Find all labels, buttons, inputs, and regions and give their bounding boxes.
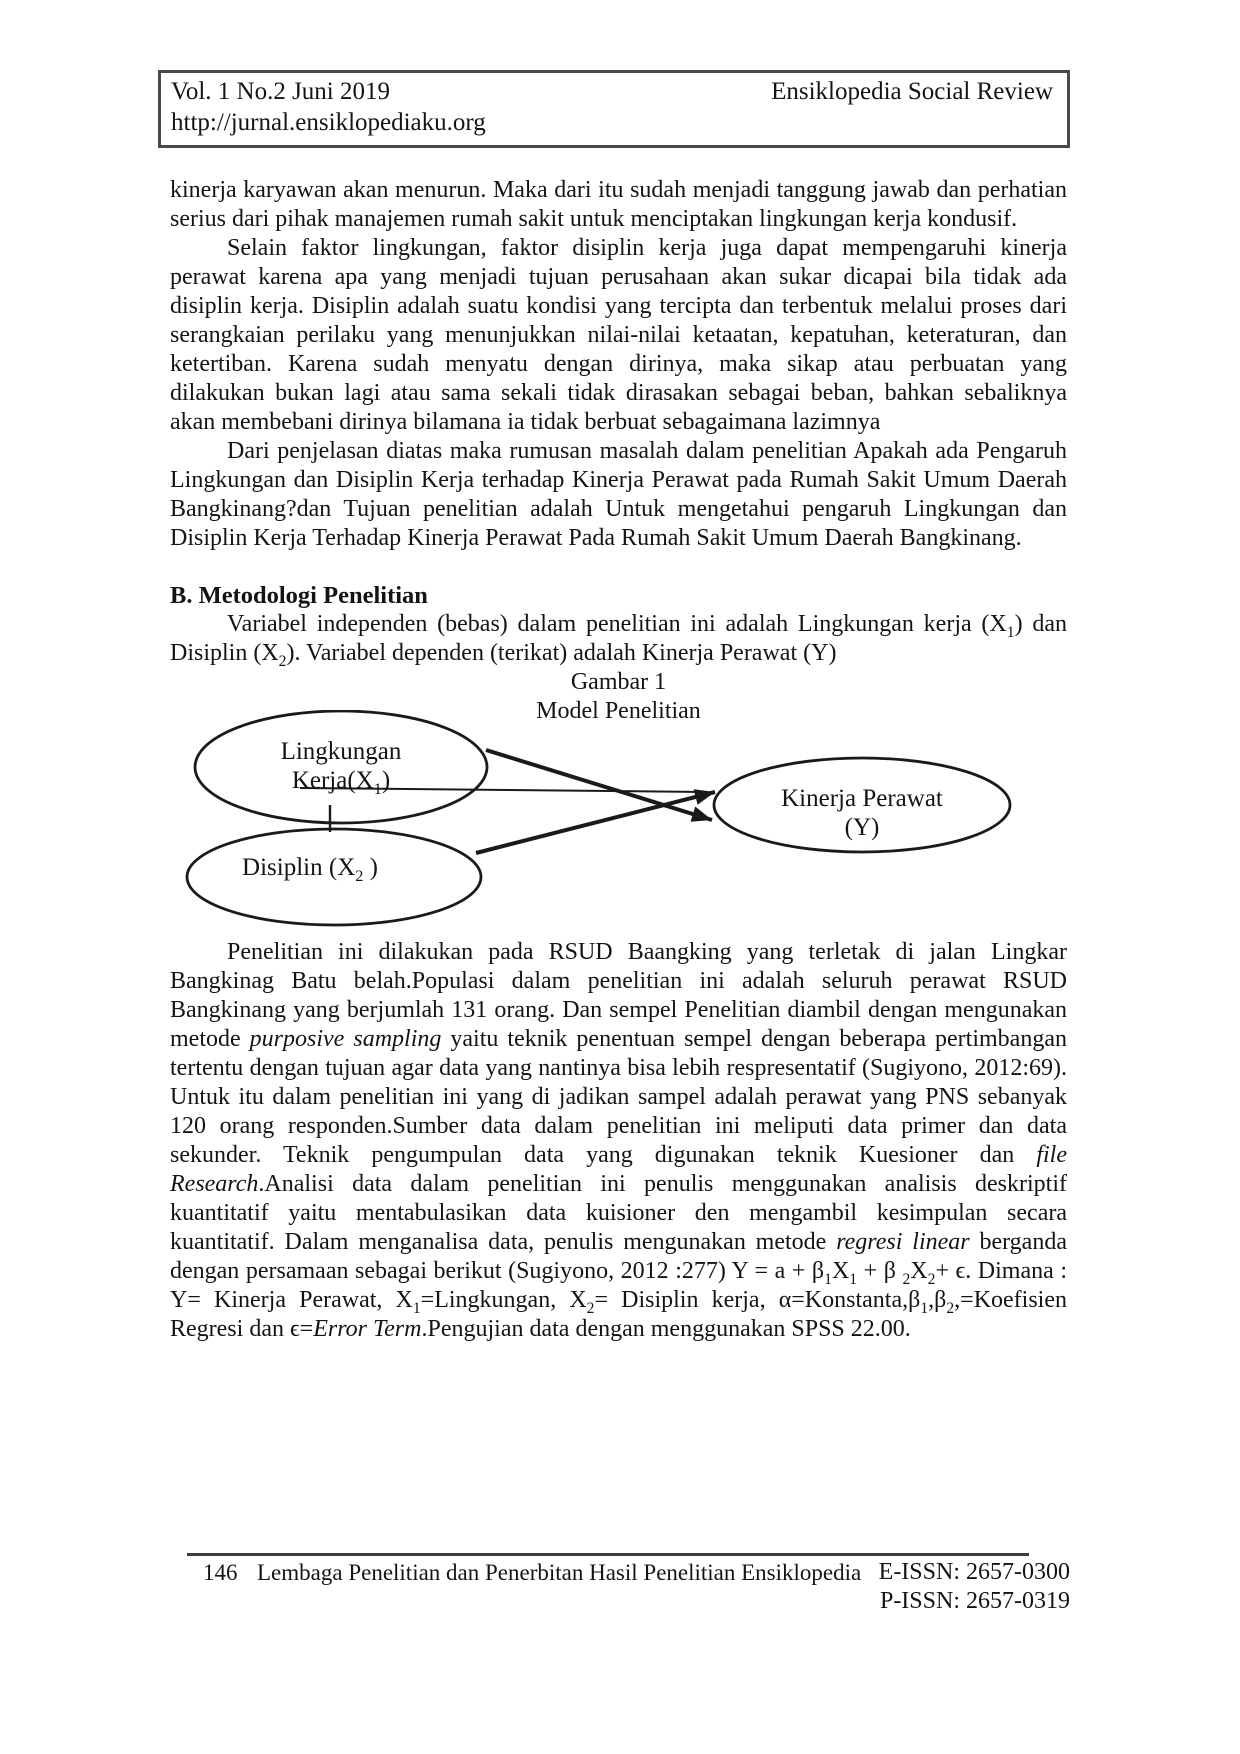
paragraph-5: Penelitian ini dilakukan pada RSUD Baangking yang terletak di jalan Lingkar Bangkinag Batu belah.Populasi dalam penelitian ini adalah seluruh perawat RSUD Bangkinang yang berjumlah 131 orang. Dan sempel Penelitian diambil dengan mengunakan metode purposive sampling yaitu teknik penentuan sempel dengan beberapa pertimbangan tertentu dengan tujuan agar data yang nantinya bisa lebih respresentatif (Sugiyono, 2012:69). Untuk itu dalam penelitian ini yang di jadikan sampel adalah perawat yang PNS sebanyak 120 orang responden.Sumber data dalam penelitian ini meliputi data primer dan data sekunder. Teknik pengumpulan data yang digunakan teknik Kuesioner dan file Research.Analisi data dalam penelitian ini penulis menggunakan analisis deskriptif kuantitatif yaitu mentabulasikan data kuisioner den mengambil kesimpulan secara kuantitatif. Dalam menganalisa data, penulis mengunakan metode regresi linear berganda dengan persamaan sebagai berikut (Sugiyono, 2012 :277) $Y = a + \beta_1X_1 + \beta$ $_2X_2+ \epsilon$. Dimana : Y= Kinerja Perawat, $X_1=Lingkungan$, $X_2=$ Disiplin kerja, $\alpha=Konstanta,\beta_1,\beta_2,=Koefisien$ Regresi dan ϵ=Error Term.Pengujian data dengan menggunakan SPSS 22.00.	[170, 939, 1067, 1342]
section-heading-metodologi: B. Metodologi Penelitian	[170, 582, 428, 609]
paragraph-2: Selain faktor lingkungan, faktor disiplin kerja juga dapat mempengaruhi kinerja perawat karena apa yang menjadi tujuan perusahaan akan sukar dicapai bila tidak ada disiplin kerja. Disiplin adalah suatu kondisi yang tercipta dan terbentuk melalui proses dari serangkaian perilaku yang menunjukkan nilai-nilai ketaatan, kepatuhan, keteraturan, dan ketertiban. Karena sudah menyatu dengan dirinya, maka sikap atau perbuatan yang dilakukan bukan lagi atau sama sekali tidak dirasakan sebagai beban, bahkan sebaliknya akan membebani dirinya bilamana ia tidak berbuat sebagaimana lazimnya	[170, 235, 1067, 435]
arrow-lingkungan-to-kinerja	[486, 750, 712, 820]
publisher-name: Lembaga Penelitian dan Penerbitan Hasil Penelitian Ensiklopedia	[257, 1560, 862, 1585]
journal-title: Ensiklopedia Social Review	[771, 78, 1053, 105]
e-issn: E-ISSN: 2657-0300	[878, 1559, 1070, 1585]
journal-header	[158, 70, 1070, 148]
node-disiplin: Disiplin ($X_2$ )	[242, 854, 378, 885]
arrow-disiplin-to-kinerja	[476, 792, 715, 853]
paragraph-4: Variabel independen (bebas) dalam penelitian ini adalah Lingkungan kerja $(X_1)$ dan Disiplin $(X_2)$. Variabel dependen (terikat) adalah Kinerja Perawat (Y)	[170, 611, 1067, 670]
node-lingkungan-line2: $Kerja(X_1)$	[291, 767, 391, 798]
header-row	[171, 76, 1053, 107]
node-kinerja-perawat	[752, 784, 972, 842]
footer-divider	[187, 1553, 1029, 1556]
figure-caption-number: Gambar 1	[570, 669, 667, 695]
node-kinerja-line2: (Y)	[844, 814, 880, 841]
issn-block	[861, 1558, 1070, 1616]
paragraph-3: Dari penjelasan diatas maka rumusan masalah dalam penelitian Apakah ada Pengaruh Lingkungan dan Disiplin Kerja terhadap Kinerja Perawat pada Rumah Sakit Umum Daerah Bangkinang?dan Tujuan penelitian adalah Untuk mengetahui pengaruh Lingkungan dan Disiplin Kerja Terhadap Kinerja Perawat Pada Rumah Sakit Umum Daerah Bangkinang.	[170, 438, 1067, 551]
article-body	[170, 176, 1067, 1344]
node-lingkungan-line1: Lingkungan	[280, 738, 402, 765]
footer-row	[158, 1558, 1070, 1616]
research-model-diagram	[150, 710, 1090, 938]
volume-info: Vol. 1 No.2 Juni 2019	[171, 78, 391, 105]
node-lingkungan-kerja	[256, 737, 426, 798]
node-kinerja-line1: Kinerja Perawat	[781, 785, 943, 812]
journal-url: http://jurnal.ensiklopediaku.org	[171, 109, 486, 136]
paragraph-1: kinerja karyawan akan menurun. Maka dari itu sudah menjadi tanggung jawab dan perhatian serius dari pihak manajemen rumah sakit untuk menciptakan lingkungan kerja kondusif.	[170, 177, 1067, 232]
p-issn: P-ISSN: 2657-0319	[879, 1588, 1070, 1614]
page-number: 146	[203, 1560, 238, 1585]
figure-caption-title: Model Penelitian	[536, 698, 701, 724]
page-footer	[158, 1553, 1070, 1616]
